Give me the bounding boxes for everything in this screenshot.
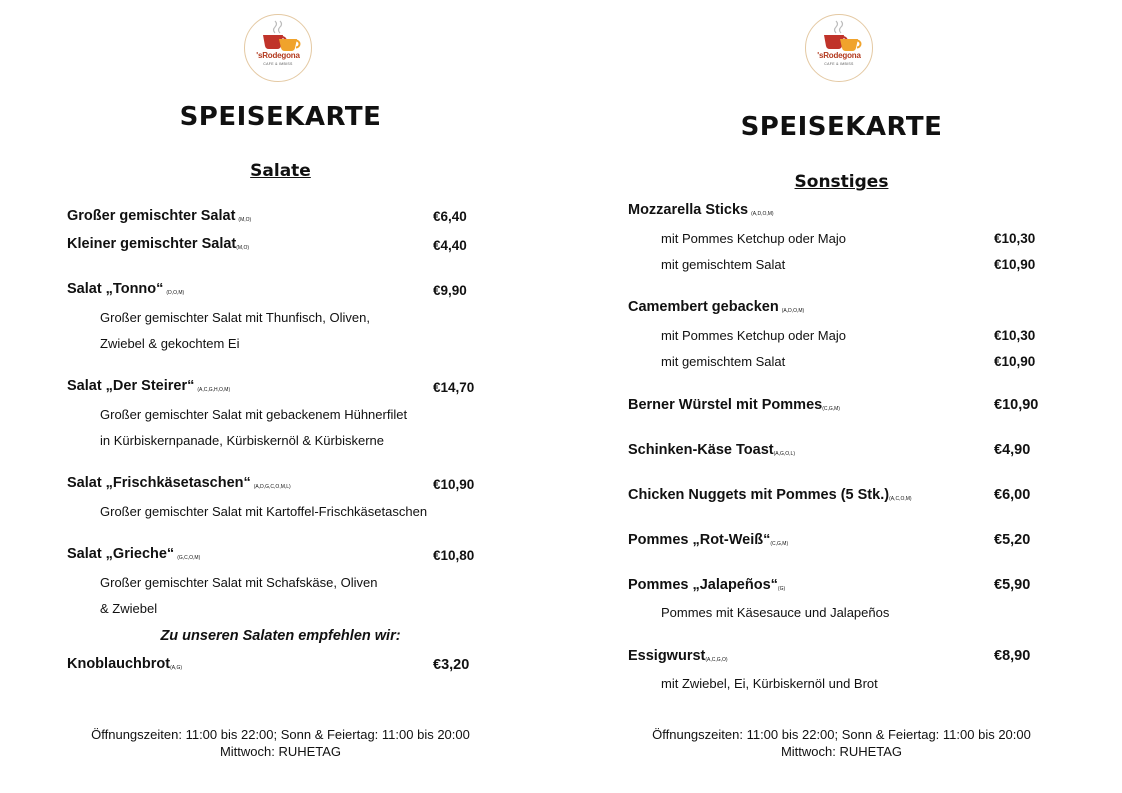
- allergen-codes: (A,C,G,O): [705, 657, 728, 663]
- menu-item-price: €9,90: [433, 283, 467, 298]
- menu-item-price: €10,90: [994, 354, 1036, 369]
- menu-item-price: €10,90: [994, 257, 1036, 272]
- closed-day-line: Mittwoch: RUHETAG: [219, 744, 342, 759]
- menu-item-name: Pommes „Jalapeños“(G): [628, 577, 786, 593]
- menu-item-description: Zwiebel & gekochtem Ei: [100, 336, 240, 351]
- menu-item-name: Pommes „Rot-Weiß“(C,G,M): [628, 532, 789, 548]
- closed-day-line: Mittwoch: RUHETAG: [780, 744, 903, 759]
- logo-brand-text: 'sRodegona: [817, 51, 861, 60]
- opening-hours-line: Öffnungszeiten: 11:00 bis 22:00; Sonn & Feiertag: 11:00 bis 20:00: [652, 727, 1031, 742]
- allergen-codes: (C,G,M): [822, 406, 840, 412]
- allergen-codes: (A,D,O,M): [751, 211, 774, 217]
- menu-item-price: €4,90: [994, 442, 1031, 458]
- opening-hours: [0, 726, 561, 760]
- allergen-codes: (A,G,O,L): [773, 451, 795, 457]
- menu-item-description: Großer gemischter Salat mit Schafskäse, Oliven: [100, 575, 378, 590]
- page-title: SPEISEKARTE: [740, 112, 943, 142]
- menu-item-option: mit gemischtem Salat: [661, 257, 786, 272]
- menu-item-price: €3,20: [433, 657, 470, 673]
- menu-item-price: €5,20: [994, 532, 1031, 548]
- menu-item-name: Salat „Der Steirer“ (A,C,G,H,O,M): [67, 378, 231, 394]
- logo: [805, 14, 873, 82]
- allergen-codes: (A,C,G,H,O,M): [197, 387, 231, 393]
- menu-item-name: Knoblauchbrot(A,G): [67, 656, 183, 672]
- logo-subtitle: CAFE & IMBISS: [263, 62, 293, 66]
- menu-item-price: €5,90: [994, 577, 1031, 593]
- recommendation-heading: Zu unseren Salaten empfehlen wir:: [160, 628, 401, 644]
- menu-item-price: €14,70: [433, 380, 475, 395]
- menu-item-name: Berner Würstel mit Pommes(C,G,M): [628, 397, 840, 413]
- menu-item-price: €10,30: [994, 231, 1036, 246]
- allergen-codes: (G): [777, 586, 786, 592]
- menu-item-name: Camembert gebacken (A,D,O,M): [628, 299, 805, 315]
- menu-item-description: Großer gemischter Salat mit gebackenem Hühnerfilet: [100, 407, 408, 422]
- menu-item-name: Salat „Frischkäsetaschen“ (A,D,G,C,O,M,L): [67, 475, 291, 491]
- menu-item-description: mit Zwiebel, Ei, Kürbiskernöl und Brot: [661, 676, 878, 691]
- menu-item-name: Chicken Nuggets mit Pommes (5 Stk.)(A,C,O,M): [628, 487, 912, 503]
- allergen-codes: (D,O,M): [166, 290, 185, 296]
- allergen-codes: (A,D,O,M): [781, 308, 805, 314]
- section-heading: Sonstiges: [794, 172, 889, 192]
- menu-item-option: mit Pommes Ketchup oder Majo: [661, 328, 846, 343]
- menu-item-description: & Zwiebel: [100, 601, 158, 616]
- menu-item-price: €10,90: [994, 397, 1039, 413]
- allergen-codes: (A,G): [170, 665, 183, 671]
- logo: [244, 14, 312, 82]
- menu-item-description: Großer gemischter Salat mit Kartoffel-Frischkäsetaschen: [100, 504, 428, 519]
- section-heading: Salate: [250, 161, 311, 181]
- menu-item-name: Salat „Grieche“ (G,C,O,M): [67, 546, 201, 562]
- menu-item-price: €8,90: [994, 648, 1031, 664]
- opening-hours-line: Öffnungszeiten: 11:00 bis 22:00; Sonn & Feiertag: 11:00 bis 20:00: [91, 727, 470, 742]
- menu-page-right: [561, 0, 1122, 793]
- menu-item-price: €10,80: [433, 548, 475, 563]
- allergen-codes: (G,C,O,M): [177, 555, 201, 561]
- menu-item-name: Essigwurst(A,C,G,O): [628, 648, 728, 664]
- menu-item-description: Großer gemischter Salat mit Thunfisch, Oliven,: [100, 310, 370, 325]
- menu-item-option: mit gemischtem Salat: [661, 354, 786, 369]
- allergen-codes: (C,G,M): [770, 541, 789, 547]
- menu-item-price: €10,90: [433, 477, 475, 492]
- menu-item-name: Kleiner gemischter Salat(M,O): [67, 236, 250, 252]
- menu-item-option: mit Pommes Ketchup oder Majo: [661, 231, 846, 246]
- menu-item-price: €10,30: [994, 328, 1036, 343]
- menu-item-description: in Kürbiskernpanade, Kürbiskernöl & Kürbiskerne: [100, 433, 384, 448]
- allergen-codes: (A,D,G,C,O,M,L): [253, 484, 291, 490]
- menu-item-price: €6,00: [994, 487, 1031, 503]
- logo-subtitle: CAFE & IMBISS: [824, 62, 854, 66]
- menu-item-price: €6,40: [433, 209, 467, 224]
- allergen-codes: (A,C,O,M): [889, 496, 912, 502]
- opening-hours: [561, 726, 1122, 760]
- coffee-cup-icon: [245, 15, 311, 81]
- menu-item-name: Salat „Tonno“ (D,O,M): [67, 281, 185, 297]
- menu-item-name: Mozzarella Sticks (A,D,O,M): [628, 202, 774, 218]
- coffee-cup-icon: [806, 15, 872, 81]
- menu-item-name: Schinken-Käse Toast(A,G,O,L): [628, 442, 795, 458]
- menu-item-description: Pommes mit Käsesauce und Jalapeños: [661, 605, 890, 620]
- menu-item-price: €4,40: [433, 238, 467, 253]
- allergen-codes: (M,O): [238, 217, 252, 223]
- page-title: SPEISEKARTE: [179, 102, 382, 132]
- logo-brand-text: 'sRodegona: [256, 51, 300, 60]
- menu-item-name: Großer gemischter Salat (M,O): [67, 208, 252, 224]
- allergen-codes: (M,O): [236, 245, 250, 251]
